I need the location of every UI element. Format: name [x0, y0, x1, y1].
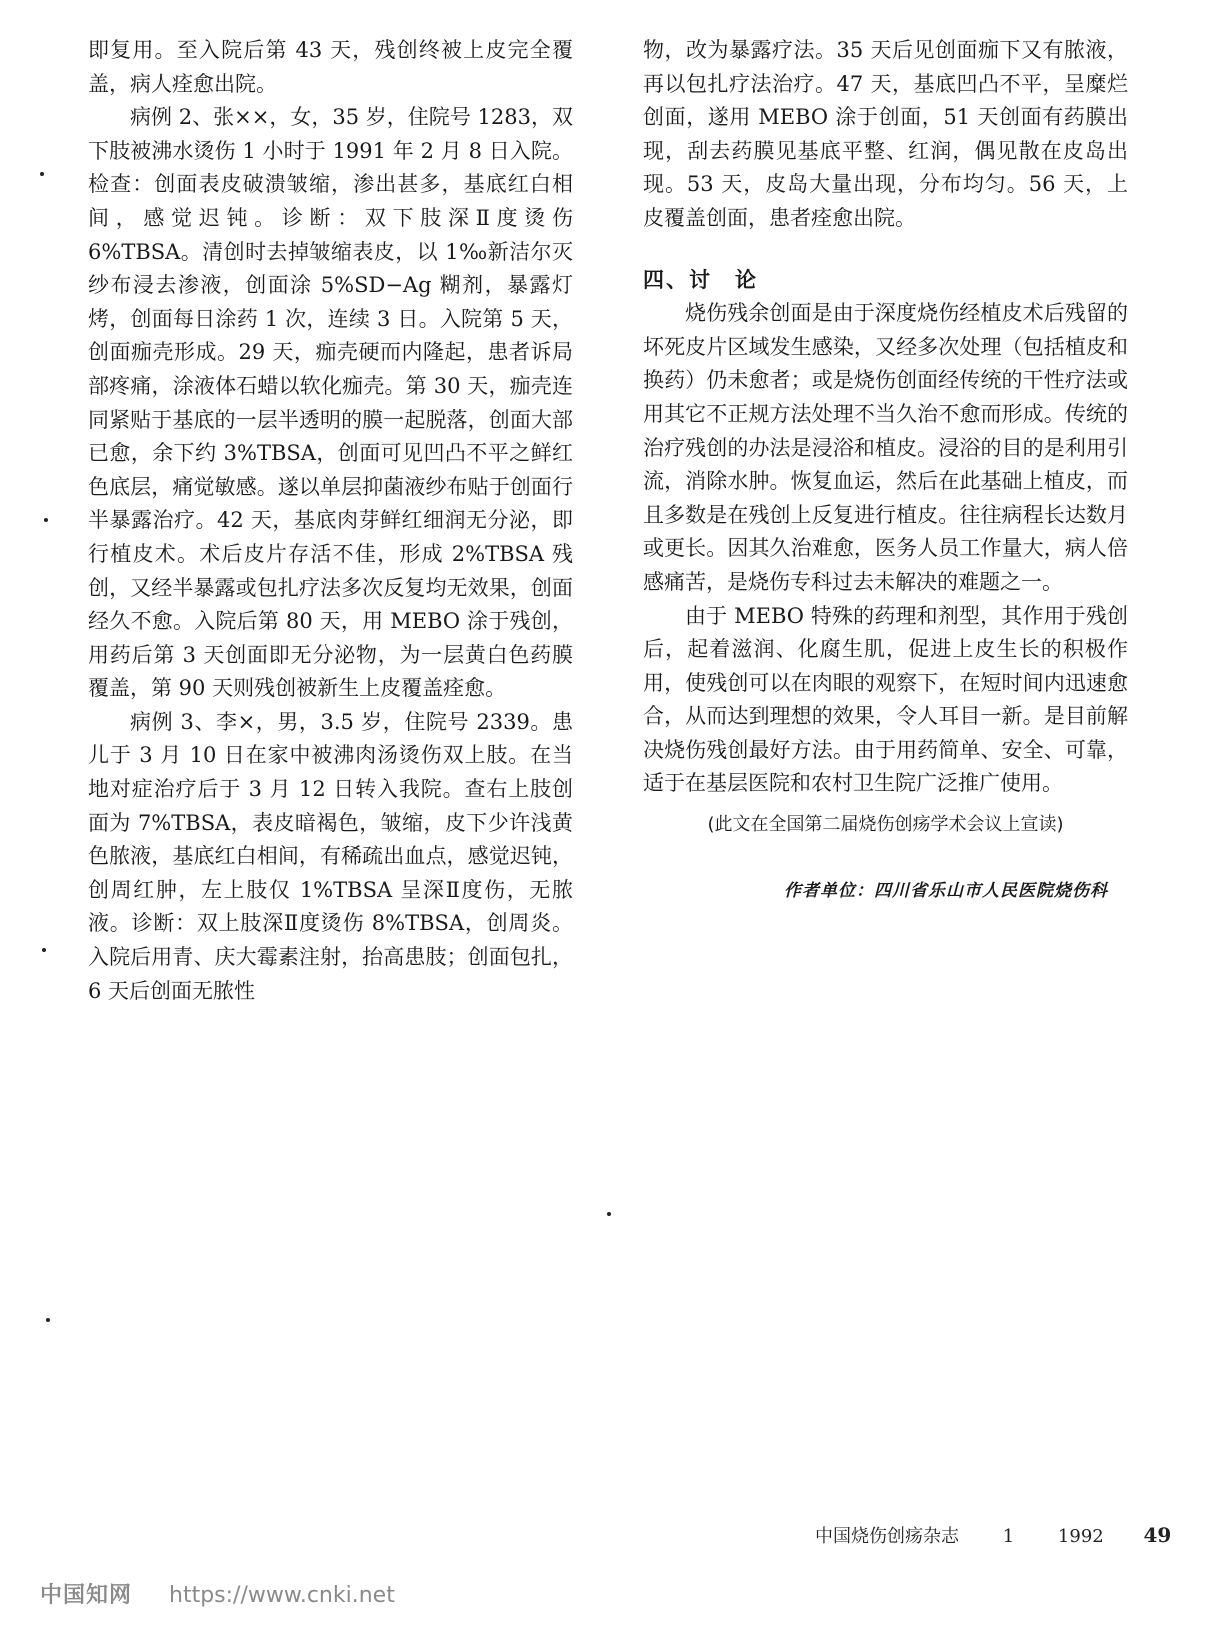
watermark-url[interactable]: https://www.cnki.net [169, 1583, 395, 1608]
paragraph-case2: 病例 2、张××，女，35 岁，住院号 1283，双下肢被沸水烫伤 1 小时于 1991 年 2 月 8 日入院。检查：创面表皮破溃皱缩，渗出甚多，基底红白相间，感觉迟钝。诊断：双下肢深Ⅱ度烫伤 6%TBSA。清创时去掉皱缩表皮，以 1‰新洁尔灭纱布浸去渗液，创面涂 5%SD−Ag 糊剂，暴露灯烤，创面每日涂药 1 次，连续 3 日。入院第 5 天，创面痂壳形成。29 天，痂壳硬而内隆起，患者诉局部疼痛，涂液体石蜡以软化痂壳。第 30 天，痂壳连同紧贴于基底的一层半透明的膜一起脱落，创面大部已愈，余下约 3%TBSA，创面可见凹凸不平之鲜红色底层，痛觉敏感。遂以单层抑菌液纱布贴于创面行半暴露治疗。42 天，基底肉芽鲜红细润无分泌，即行植皮术。术后皮片存活不佳，形成 2%TBSA 残创，又经半暴露或包扎疗法多次反复均无效果，创面经久不愈。入院后第 80 天，用 MEBO 涂于残创，用药后第 3 天创面即无分泌物，为一层黄白色药膜覆盖，第 90 天则残创被新生上皮覆盖痊愈。 [88, 105, 573, 701]
section-heading-discussion: 四、讨 论 [643, 267, 758, 292]
right-column [643, 34, 1128, 909]
left-column [88, 34, 573, 1008]
scan-speck [46, 1318, 50, 1322]
scan-speck [42, 948, 46, 952]
journal-name: 中国烧伤创疡杂志 [815, 1526, 959, 1547]
cnki-watermark [40, 1578, 395, 1609]
paragraph-case1-end: 即复用。至入院后第 43 天，残创终被上皮完全覆盖，病人痊愈出院。 [88, 38, 573, 96]
paragraph-discussion-2: 由于 MEBO 特殊的药理和剂型，其作用于残创后，起着滋润、化腐生肌，促进上皮生长的积极作用，使残创可以在肉眼的观察下，在短时间内迅速愈合，从而达到理想的效果，令人耳目一新。是目前解决烧伤残创最好方法。由于用药简单、安全、可靠，适于在基层医院和农村卫生院广泛推广使用。 [643, 603, 1128, 796]
watermark-name: 中国知网 [40, 1583, 133, 1608]
scan-speck [607, 1212, 611, 1216]
paragraph-case3: 病例 3、李×，男，3.5 岁，住院号 2339。患儿于 3 月 10 日在家中被沸肉汤烫伤双上肢。在当地对症治疗后于 3 月 12 日转入我院。查右上肢创面为 7%TBSA，表皮暗褐色，皱缩，皮下少许浅黄色脓液，基底红白相间，有稀疏出血点，感觉迟钝，创周红肿，左上肢仅 1%TBSA 呈深Ⅱ度伤，无脓液。诊断：双上肢深Ⅱ度烫伤 8%TBSA，创周炎。入院后用青、庆大霉素注射，抬高患肢；创面包扎，6 天后创面无脓性 [88, 709, 573, 1003]
author-affiliation: 作者单位：四川省乐山市人民医院烧伤科 [784, 881, 1108, 902]
publication-year: 1992 [1057, 1526, 1104, 1547]
paragraph-discussion-1: 烧伤残余创面是由于深度烧伤经植皮术后残留的坏死皮片区域发生感染，又经多次处理（包括植皮和换药）仍未愈者；或是烧伤创面经传统的干性疗法或用其它不正规方法处理不当久治不愈而形成。传统的治疗残创的办法是浸浴和植皮。浸浴的目的是利用引流，消除水肿。恢复血运，然后在此基础上植皮，而且多数是在残创上反复进行植皮。往往病程长达数月或更长。因其久治难愈，医务人员工作量大，病人倍感痛苦，是烧伤专科过去未解决的难题之一。 [643, 301, 1128, 594]
scan-speck [40, 172, 44, 176]
page-number: 49 [1143, 1523, 1172, 1547]
issue-number: 1 [1002, 1526, 1015, 1547]
page-footer [815, 1522, 1171, 1548]
paragraph-case3-end: 物，改为暴露疗法。35 天后见创面痂下又有脓液，再以包扎疗法治疗。47 天，基底凹凸不平，呈糜烂创面，遂用 MEBO 涂于创面，51 天创面有药膜出现，刮去药膜见基底平整、红润，偶见散在皮岛出现。53 天，皮岛大量出现，分布均匀。56 天，上皮覆盖创面，患者痊愈出院。 [643, 38, 1128, 230]
scan-speck [44, 518, 48, 522]
conference-note: (此文在全国第二届烧伤创疡学术会议上宣读) [707, 814, 1064, 836]
